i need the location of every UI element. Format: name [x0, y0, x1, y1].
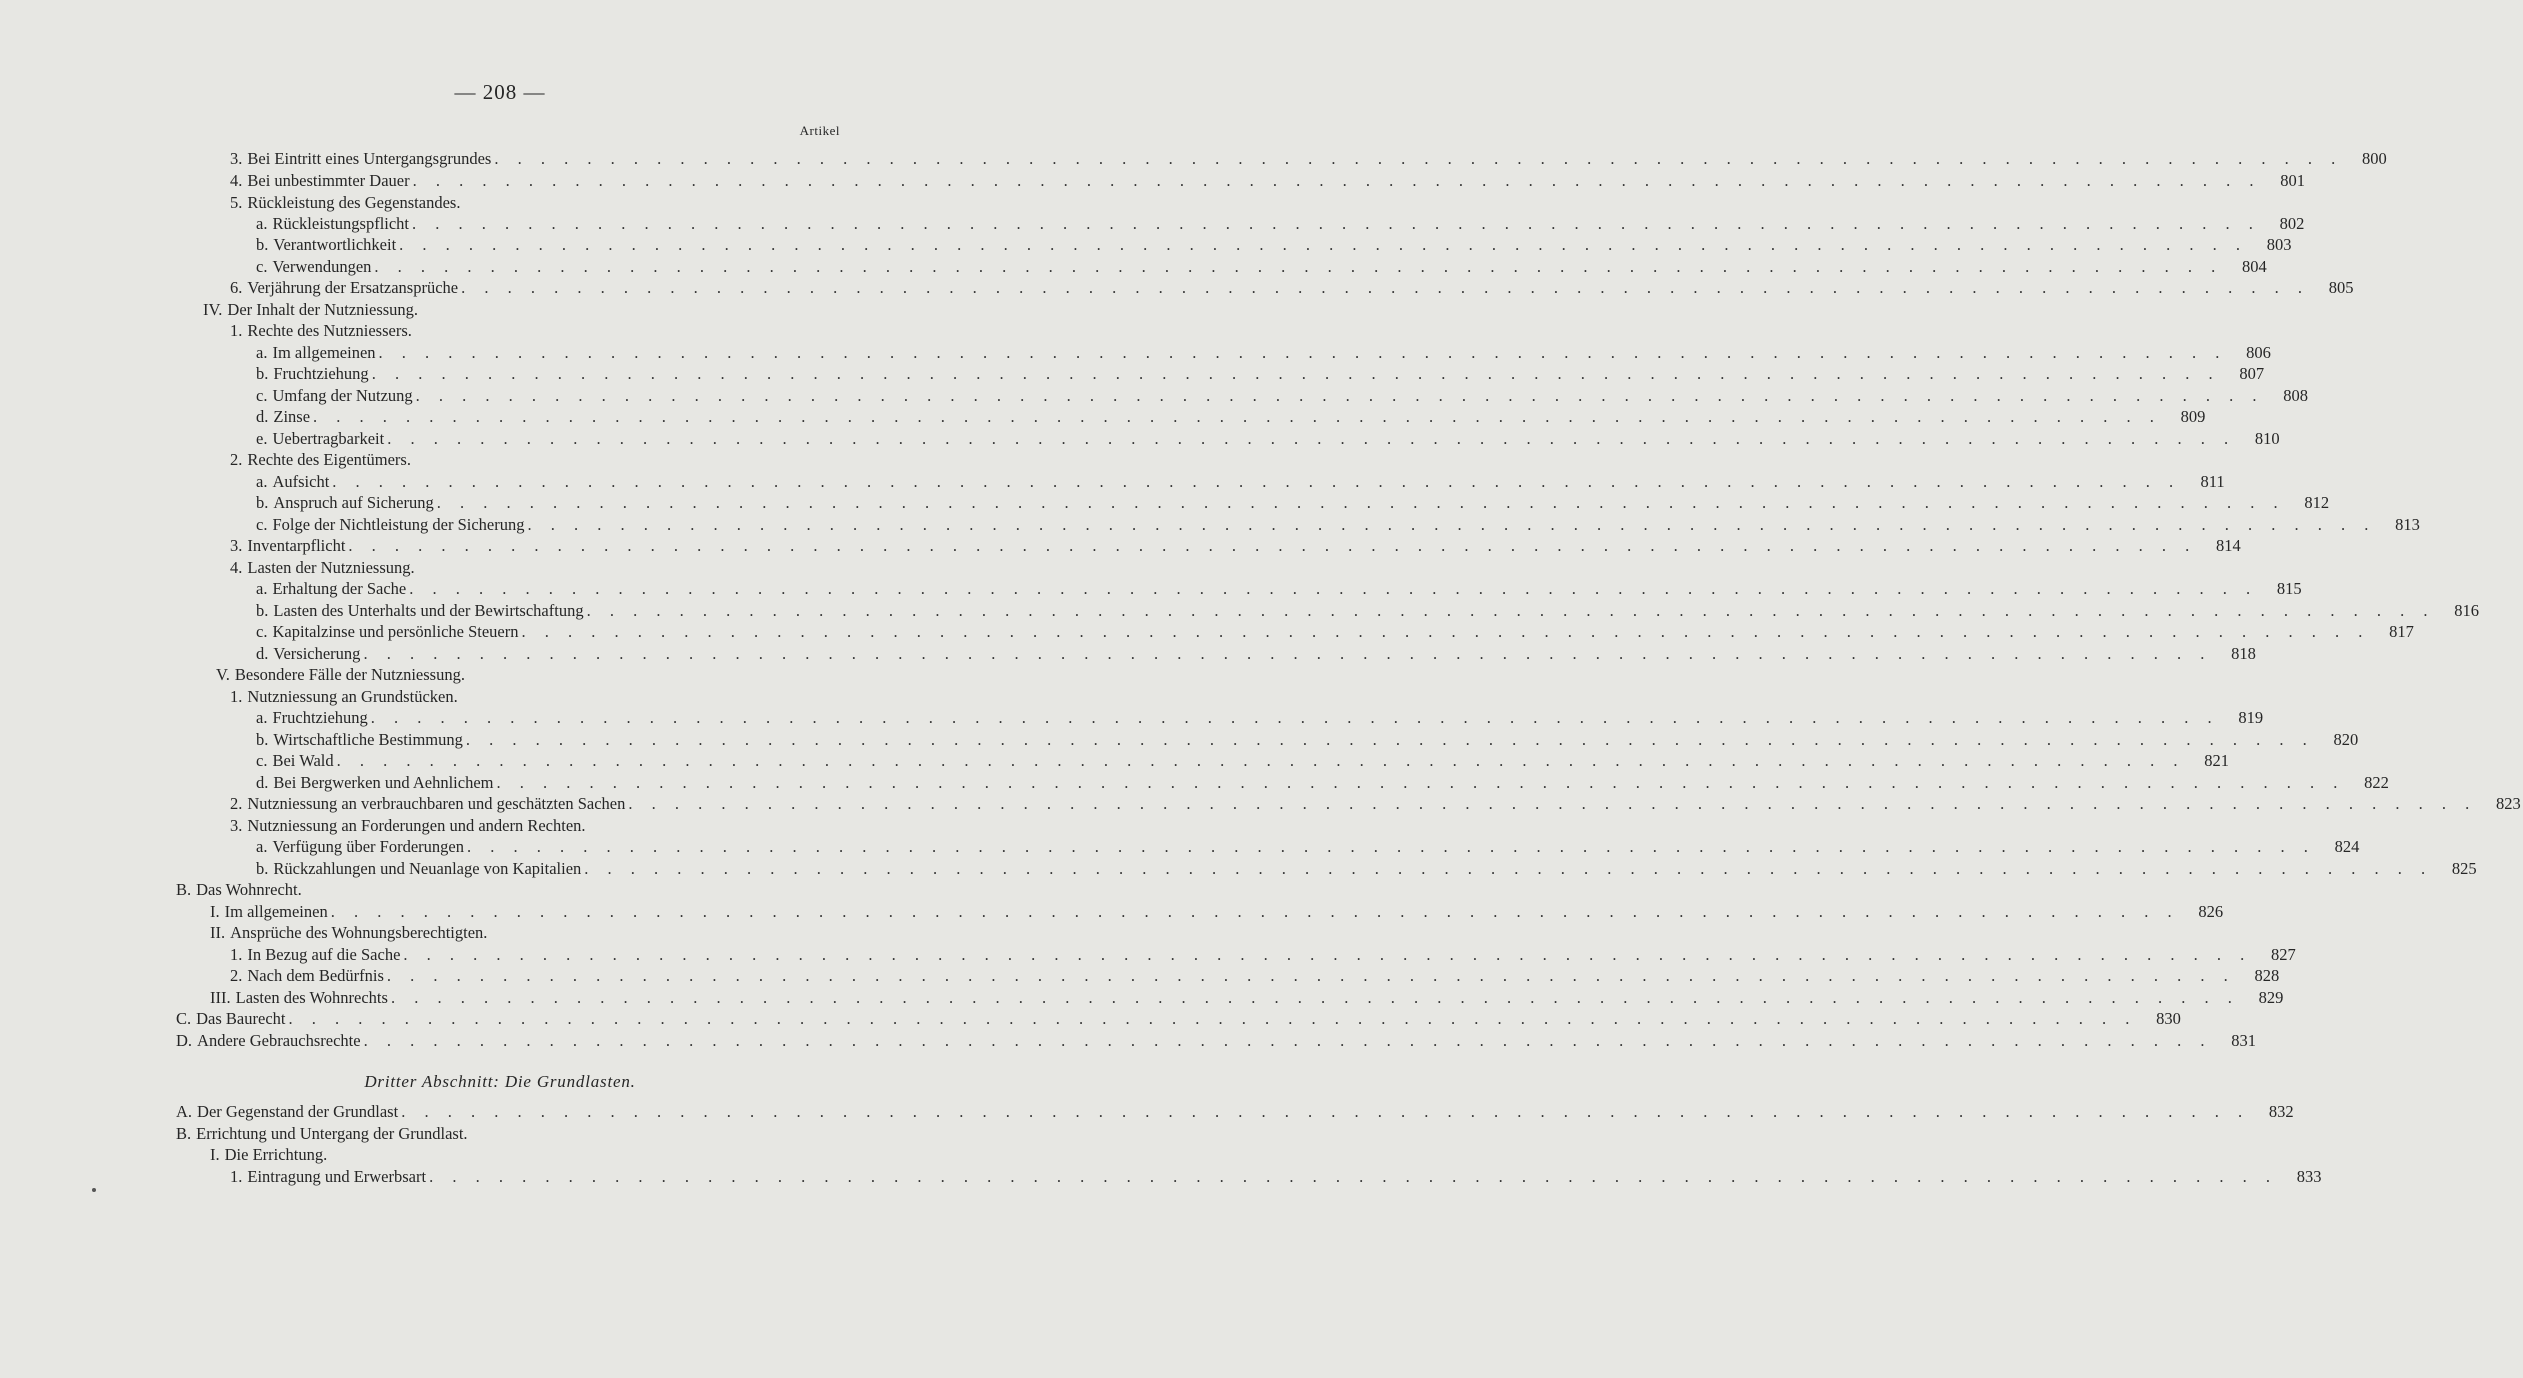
toc-entry [210, 987, 2284, 1009]
dot-leader: . . . . . . . . . . . . . . . . . . . . . . . . . . . . . . . . . . . . . . . . . . . . . . . . . . . . . . . . . . . . . . . . . . . . . . . . . . . . . . . . [586, 601, 2435, 620]
dot-leader: . . . . . . . . . . . . . . . . . . . . . . . . . . . . . . . . . . . . . . . . . . . . . . . . . . . . . . . . . . . . . . . . . . . . . . . . . . . . . . . . [336, 751, 2185, 770]
page-number: — 208 — [454, 80, 546, 104]
toc-entry-number: I. [210, 1145, 220, 1164]
toc-entry-article: 803 [2266, 235, 2292, 254]
toc-entry-number: B. [176, 1124, 192, 1143]
toc-entry [176, 879, 848, 901]
toc-entry-title: Nutzniessung an Forderungen und andern Rechten. [247, 816, 586, 835]
toc-entry-number: 4. [230, 171, 243, 190]
toc-entry-number: c. [256, 386, 268, 405]
dot-leader: . . . . . . . . . . . . . . . . . . . . . . . . . . . . . . . . . . . . . . . . . . . . . . . . . . . . . . . . . . . . . . . . . . . . . . . . . . . . . . . . [370, 708, 2220, 727]
toc-entry-number: II. [210, 923, 226, 942]
toc-entry-number: IV. [203, 300, 223, 319]
toc-entry-title: In Bezug auf die Sache [247, 945, 401, 964]
toc-entry-article: 807 [2239, 364, 2265, 383]
toc-entry-article: 823 [2495, 794, 2521, 813]
toc-entry [230, 815, 848, 837]
toc-entry-article: 816 [2454, 601, 2479, 620]
toc-entry-number: b. [256, 730, 269, 749]
dot-leader: . . . . . . . . . . . . . . . . . . . . . . . . . . . . . . . . . . . . . . . . . . . . . . . . . . . . . . . . . . . . . . . . . . . . . . . . . . . . . . . . [390, 988, 2240, 1007]
toc-entry-number: 1. [230, 945, 243, 964]
toc-entry [230, 793, 2521, 815]
toc-entry-number: a. [256, 214, 268, 233]
toc-entry [256, 729, 2359, 751]
toc-entry-number: A. [176, 1102, 193, 1121]
dot-leader: . . . . . . . . . . . . . . . . . . . . . . . . . . . . . . . . . . . . . . . . . . . . . . . . . . . . . . . . . . . . . . . . . . . . . . . . . . . . . . . . [412, 171, 2261, 190]
toc-entry-article: 813 [2395, 515, 2420, 534]
toc-entry-title: Bei Bergwerken und Aehnlichem [273, 773, 494, 792]
dot-leader: . . . . . . . . . . . . . . . . . . . . . . . . . . . . . . . . . . . . . . . . . . . . . . . . . . . . . . . . . . . . . . . . . . . . . . . . . . . . . . . . [584, 859, 2433, 878]
toc-entry-number: b. [256, 601, 269, 620]
toc-entry-number: a. [256, 579, 268, 598]
toc-entry [256, 342, 2271, 364]
toc-entry [256, 621, 2414, 643]
toc-entry-title: Ansprüche des Wohnungsberechtigten. [230, 923, 488, 942]
toc-entry-number: b. [256, 493, 269, 512]
toc-entry-article: 804 [2242, 257, 2267, 276]
toc-entry-title: Verantwortlichkeit [273, 235, 397, 254]
toc-entry-article: 833 [2296, 1167, 2322, 1186]
dot-leader: . . . . . . . . . . . . . . . . . . . . . . . . . . . . . . . . . . . . . . . . . . . . . . . . . . . . . . . . . . . . . . . . . . . . . . . . . . . . . . . . [628, 794, 2477, 813]
toc-entry-number: V. [216, 665, 230, 684]
toc-entry [230, 320, 848, 342]
toc-entry-number: b. [256, 235, 269, 254]
toc-entry-number: III. [210, 988, 231, 1007]
toc-entry-title: Versicherung [273, 644, 361, 663]
toc-entry-number: a. [256, 472, 268, 491]
dot-leader: . . . . . . . . . . . . . . . . . . . . . . . . . . . . . . . . . . . . . . . . . . . . . . . . . . . . . . . . . . . . . . . . . . . . . . . . . . . . . . . . [466, 837, 2316, 856]
dot-leader: . . . . . . . . . . . . . . . . . . . . . . . . . . . . . . . . . . . . . . . . . . . . . . . . . . . . . . . . . . . . . . . . . . . . . . . . . . . . . . . . [374, 257, 2223, 276]
toc-entry-title: Bei Eintritt eines Untergangsgrundes [247, 149, 492, 168]
toc-entry-title: Rechte des Nutzniessers. [247, 321, 412, 340]
toc-entry-number: d. [256, 407, 269, 426]
toc-entry-title: Verjährung der Ersatzansprüche [247, 278, 459, 297]
toc-entry [256, 471, 2225, 493]
toc-entry [256, 385, 2309, 407]
dot-leader: . . . . . . . . . . . . . . . . . . . . . . . . . . . . . . . . . . . . . . . . . . . . . . . . . . . . . . . . . . . . . . . . . . . . . . . . . . . . . . . . [387, 429, 2236, 448]
toc-entry-title: Der Gegenstand der Grundlast [197, 1102, 399, 1121]
dot-leader: . . . . . . . . . . . . . . . . . . . . . . . . . . . . . . . . . . . . . . . . . . . . . . . . . . . . . . . . . . . . . . . . . . . . . . . . . . . . . . . . [348, 536, 2197, 555]
toc-entry [256, 234, 2292, 256]
toc-entry-number: c. [256, 515, 268, 534]
dot-leader: . . . . . . . . . . . . . . . . . . . . . . . . . . . . . . . . . . . . . . . . . . . . . . . . . . . . . . . . . . . . . . . . . . . . . . . . . . . . . . . . [371, 364, 2221, 383]
toc-entry [256, 256, 2267, 278]
toc-entry-title: Rückleistungspflicht [272, 214, 410, 233]
toc-entry-title: Aufsicht [272, 472, 330, 491]
toc-entry-title: Lasten der Nutzniessung. [247, 558, 415, 577]
toc-entry-number: B. [176, 880, 192, 899]
toc-entry-title: Die Errichtung. [224, 1145, 328, 1164]
toc-entry-title: Folge der Nichtleistung der Sicherung [272, 515, 525, 534]
toc-entry-article: 832 [2268, 1102, 2294, 1121]
toc-entry-title: Besondere Fälle der Nutzniessung. [234, 665, 465, 684]
dot-leader: . . . . . . . . . . . . . . . . . . . . . . . . . . . . . . . . . . . . . . . . . . . . . . . . . . . . . . . . . . . . . . . . . . . . . . . . . . . . . . . . [409, 579, 2258, 598]
toc-entry-article: 828 [2254, 966, 2280, 985]
toc-entry-article: 831 [2231, 1031, 2256, 1050]
toc-entry-title: Der Inhalt der Nutzniessung. [227, 300, 419, 319]
toc-entry-title: Rechte des Eigentümers. [247, 450, 411, 469]
toc-entry-article: 818 [2231, 644, 2256, 663]
toc-entry-number: 3. [230, 816, 243, 835]
toc-entry [256, 492, 2330, 514]
toc-entry-number: 5. [230, 193, 243, 212]
toc-entry-article: 819 [2238, 708, 2264, 727]
dot-leader: . . . . . . . . . . . . . . . . . . . . . . . . . . . . . . . . . . . . . . . . . . . . . . . . . . . . . . . . . . . . . . . . . . . . . . . . . . . . . . . . [429, 1167, 2278, 1186]
toc-entry [230, 535, 2241, 557]
toc-entry-title: Lasten des Unterhalts und der Bewirtschaftung [273, 601, 584, 620]
toc-entry [256, 600, 2479, 622]
dot-leader: . . . . . . . . . . . . . . . . . . . . . . . . . . . . . . . . . . . . . . . . . . . . . . . . . . . . . . . . . . . . . . . . . . . . . . . . . . . . . . . . [496, 773, 2345, 792]
toc-entry-article: 824 [2334, 837, 2360, 856]
toc-entry [210, 922, 848, 944]
toc-entry-article: 801 [2280, 171, 2305, 190]
toc-entry-number: D. [176, 1031, 193, 1050]
toc-entry-article: 827 [2271, 945, 2296, 964]
toc-entry-number: C. [176, 1009, 192, 1028]
toc-entry-article: 829 [2258, 988, 2284, 1007]
toc-entry-article: 821 [2204, 751, 2229, 770]
toc-entry [256, 213, 2305, 235]
toc-entry-title: Das Baurecht [196, 1009, 286, 1028]
toc-entry-article: 822 [2364, 773, 2389, 792]
toc-entry-title: Inventarpflicht [247, 536, 346, 555]
toc-entry-title: Anspruch auf Sicherung [273, 493, 434, 512]
toc-entry-number: b. [256, 364, 269, 383]
toc-entry-title: Nach dem Bedürfnis [247, 966, 384, 985]
toc-entry [176, 1123, 848, 1145]
dot-leader: . . . . . . . . . . . . . . . . . . . . . . . . . . . . . . . . . . . . . . . . . . . . . . . . . . . . . . . . . . . . . . . . . . . . . . . . . . . . . . . . [399, 235, 2248, 254]
toc-entry-article: 826 [2198, 902, 2224, 921]
toc-entry-title: Fruchtziehung [273, 364, 369, 383]
toc-entry-title: Verwendungen [272, 257, 372, 276]
toc-entry-number: 1. [230, 321, 243, 340]
toc-entry [176, 1030, 2256, 1052]
toc-entry-number: a. [256, 837, 268, 856]
toc-entry [256, 514, 2420, 536]
toc-entry-article: 805 [2328, 278, 2354, 297]
toc-entry-number: 2. [230, 966, 243, 985]
dot-leader: . . . . . . . . . . . . . . . . . . . . . . . . . . . . . . . . . . . . . . . . . . . . . . . . . . . . . . . . . . . . . . . . . . . . . . . . . . . . . . . . [332, 472, 2181, 491]
toc-entry-title: Errichtung und Untergang der Grundlast. [196, 1124, 468, 1143]
toc-entry [230, 192, 848, 214]
toc-entry-number: e. [256, 429, 268, 448]
toc-entry [210, 1144, 848, 1166]
dot-leader: . . . . . . . . . . . . . . . . . . . . . . . . . . . . . . . . . . . . . . . . . . . . . . . . . . . . . . . . . . . . . . . . . . . . . . . . . . . . . . . . [461, 278, 2310, 297]
dot-leader: . . . . . . . . . . . . . . . . . . . . . . . . . . . . . . . . . . . . . . . . . . . . . . . . . . . . . . . . . . . . . . . . . . . . . . . . . . . . . . . . [386, 966, 2236, 985]
toc-entry-title: Kapitalzinse und persönliche Steuern [272, 622, 519, 641]
toc-entry-number: b. [256, 859, 269, 878]
dot-leader: . . . . . . . . . . . . . . . . . . . . . . . . . . . . . . . . . . . . . . . . . . . . . . . . . . . . . . . . . . . . . . . . . . . . . . . . . . . . . . . . [330, 902, 2180, 921]
toc-entry-title: Wirtschaftliche Bestimmung [273, 730, 463, 749]
toc-entry-number: 6. [230, 278, 243, 297]
dot-leader: . . . . . . . . . . . . . . . . . . . . . . . . . . . . . . . . . . . . . . . . . . . . . . . . . . . . . . . . . . . . . . . . . . . . . . . . . . . . . . . . [412, 214, 2261, 233]
toc-entry [256, 578, 2302, 600]
toc-entry-article: 820 [2333, 730, 2359, 749]
toc-entry-number: 1. [230, 687, 243, 706]
toc-entry [176, 1008, 2181, 1030]
toc-entry-title: Nutzniessung an Grundstücken. [247, 687, 458, 706]
dot-leader: . . . . . . . . . . . . . . . . . . . . . . . . . . . . . . . . . . . . . . . . . . . . . . . . . . . . . . . . . . . . . . . . . . . . . . . . . . . . . . . . [465, 730, 2315, 749]
toc-entry-number: I. [210, 902, 220, 921]
toc-entry-number: 3. [230, 149, 243, 168]
toc-entry [256, 772, 2389, 794]
toc-entry-article: 809 [2180, 407, 2206, 426]
toc-entry-article: 830 [2156, 1009, 2181, 1028]
toc-entry [210, 901, 2224, 923]
toc-entry [256, 707, 2264, 729]
dot-leader: . . . . . . . . . . . . . . . . . . . . . . . . . . . . . . . . . . . . . . . . . . . . . . . . . . . . . . . . . . . . . . . . . . . . . . . . . . . . . . . . [494, 149, 2343, 168]
toc-entry [230, 449, 848, 471]
toc-entry [230, 557, 848, 579]
toc-entry-title: Uebertragbarkeit [272, 429, 385, 448]
toc-entry-title: Das Wohnrecht. [196, 880, 302, 899]
toc-entry-title: Lasten des Wohnrechts [235, 988, 388, 1007]
toc-entry-title: Andere Gebrauchsrechte [197, 1031, 361, 1050]
toc-entry [256, 643, 2256, 665]
toc-entry-title: Zinse [273, 407, 311, 426]
toc-entry-title: Im allgemeinen [272, 343, 376, 362]
dot-leader: . . . . . . . . . . . . . . . . . . . . . . . . . . . . . . . . . . . . . . . . . . . . . . . . . . . . . . . . . . . . . . . . . . . . . . . . . . . . . . . . [401, 1102, 2250, 1121]
dot-leader: . . . . . . . . . . . . . . . . . . . . . . . . . . . . . . . . . . . . . . . . . . . . . . . . . . . . . . . . . . . . . . . . . . . . . . . . . . . . . . . . [363, 1031, 2212, 1050]
toc-entry-number: 2. [230, 794, 243, 813]
dot-leader: . . . . . . . . . . . . . . . . . . . . . . . . . . . . . . . . . . . . . . . . . . . . . . . . . . . . . . . . . . . . . . . . . . . . . . . . . . . . . . . . [363, 644, 2212, 663]
toc-entry-title: Bei unbestimmter Dauer [247, 171, 410, 190]
toc-entry-title: Im allgemeinen [224, 902, 328, 921]
toc-entry [256, 836, 2360, 858]
toc-entry-article: 800 [2361, 149, 2387, 168]
dot-leader: . . . . . . . . . . . . . . . . . . . . . . . . . . . . . . . . . . . . . . . . . . . . . . . . . . . . . . . . . . . . . . . . . . . . . . . . . . . . . . . . [288, 1009, 2137, 1028]
dot-leader: . . . . . . . . . . . . . . . . . . . . . . . . . . . . . . . . . . . . . . . . . . . . . . . . . . . . . . . . . . . . . . . . . . . . . . . . . . . . . . . . [415, 386, 2265, 405]
toc-entry-article: 825 [2451, 859, 2477, 878]
toc-entry [256, 428, 2280, 450]
dot-leader: . . . . . . . . . . . . . . . . . . . . . . . . . . . . . . . . . . . . . . . . . . . . . . . . . . . . . . . . . . . . . . . . . . . . . . . . . . . . . . . . [521, 622, 2370, 641]
toc-entry-title: Erhaltung der Sache [272, 579, 407, 598]
toc-entry-title: Rückleistung des Gegenstandes. [247, 193, 461, 212]
toc-entry-article: 810 [2254, 429, 2280, 448]
toc-entry-number: 4. [230, 558, 243, 577]
dot-leader: . . . . . . . . . . . . . . . . . . . . . . . . . . . . . . . . . . . . . . . . . . . . . . . . . . . . . . . . . . . . . . . . . . . . . . . . . . . . . . . . [378, 343, 2227, 362]
toc-entry-title: Bei Wald [272, 751, 334, 770]
toc-entry [256, 858, 2477, 880]
toc-entry-number: a. [256, 343, 268, 362]
toc-entry [230, 1166, 2322, 1188]
toc-entry [230, 965, 2280, 987]
toc-entry-number: d. [256, 644, 269, 663]
toc-entry-article: 817 [2389, 622, 2414, 641]
toc-entry-title: Fruchtziehung [272, 708, 368, 727]
section-heading: Dritter Abschnitt: Die Grundlasten. [364, 1072, 636, 1091]
toc-entry [230, 148, 2387, 170]
toc-entry-title: Umfang der Nutzung [272, 386, 413, 405]
dot-leader: . . . . . . . . . . . . . . . . . . . . . . . . . . . . . . . . . . . . . . . . . . . . . . . . . . . . . . . . . . . . . . . . . . . . . . . . . . . . . . . . [527, 515, 2376, 534]
toc-entry [256, 363, 2265, 385]
toc-entry [256, 406, 2206, 428]
toc-entry-title: Verfügung über Forderungen [272, 837, 464, 856]
dot-leader: . . . . . . . . . . . . . . . . . . . . . . . . . . . . . . . . . . . . . . . . . . . . . . . . . . . . . . . . . . . . . . . . . . . . . . . . . . . . . . . . [313, 407, 2162, 426]
toc-entry-article: 812 [2304, 493, 2330, 512]
toc-entry-article: 815 [2276, 579, 2302, 598]
toc-entry-number: c. [256, 257, 268, 276]
toc-entry [230, 686, 848, 708]
toc-entry [230, 170, 2305, 192]
toc-entry-number: d. [256, 773, 269, 792]
toc-entry-article: 814 [2216, 536, 2241, 555]
toc-entry [176, 1101, 2294, 1123]
dot-leader: . . . . . . . . . . . . . . . . . . . . . . . . . . . . . . . . . . . . . . . . . . . . . . . . . . . . . . . . . . . . . . . . . . . . . . . . . . . . . . . . [436, 493, 2286, 512]
toc-entry-title: Eintragung und Erwerbsart [247, 1167, 427, 1186]
toc-entry [256, 750, 2229, 772]
toc-entry-number: 2. [230, 450, 243, 469]
toc-entry-title: Nutzniessung an verbrauchbaren und geschätzten Sachen [247, 794, 626, 813]
toc-entry-number: c. [256, 751, 268, 770]
toc-entry-article: 811 [2200, 472, 2225, 491]
toc-entry-number: c. [256, 622, 268, 641]
dot-leader: . . . . . . . . . . . . . . . . . . . . . . . . . . . . . . . . . . . . . . . . . . . . . . . . . . . . . . . . . . . . . . . . . . . . . . . . . . . . . . . . [403, 945, 2252, 964]
toc-entry-number: a. [256, 708, 268, 727]
toc-entry [230, 944, 2296, 966]
toc-entry [216, 664, 848, 686]
toc-entry-article: 806 [2246, 343, 2271, 362]
toc-entry-article: 808 [2283, 386, 2309, 405]
column-header-artikel: Artikel [799, 123, 840, 138]
toc-entry-title: Rückzahlungen und Neuanlage von Kapitalien [273, 859, 582, 878]
toc-entry-article: 802 [2279, 214, 2305, 233]
toc-entry-number: 3. [230, 536, 243, 555]
toc-entry-number: 1. [230, 1167, 243, 1186]
toc-entry [230, 277, 2354, 299]
toc-entry [203, 299, 848, 321]
print-speck [92, 1188, 96, 1192]
